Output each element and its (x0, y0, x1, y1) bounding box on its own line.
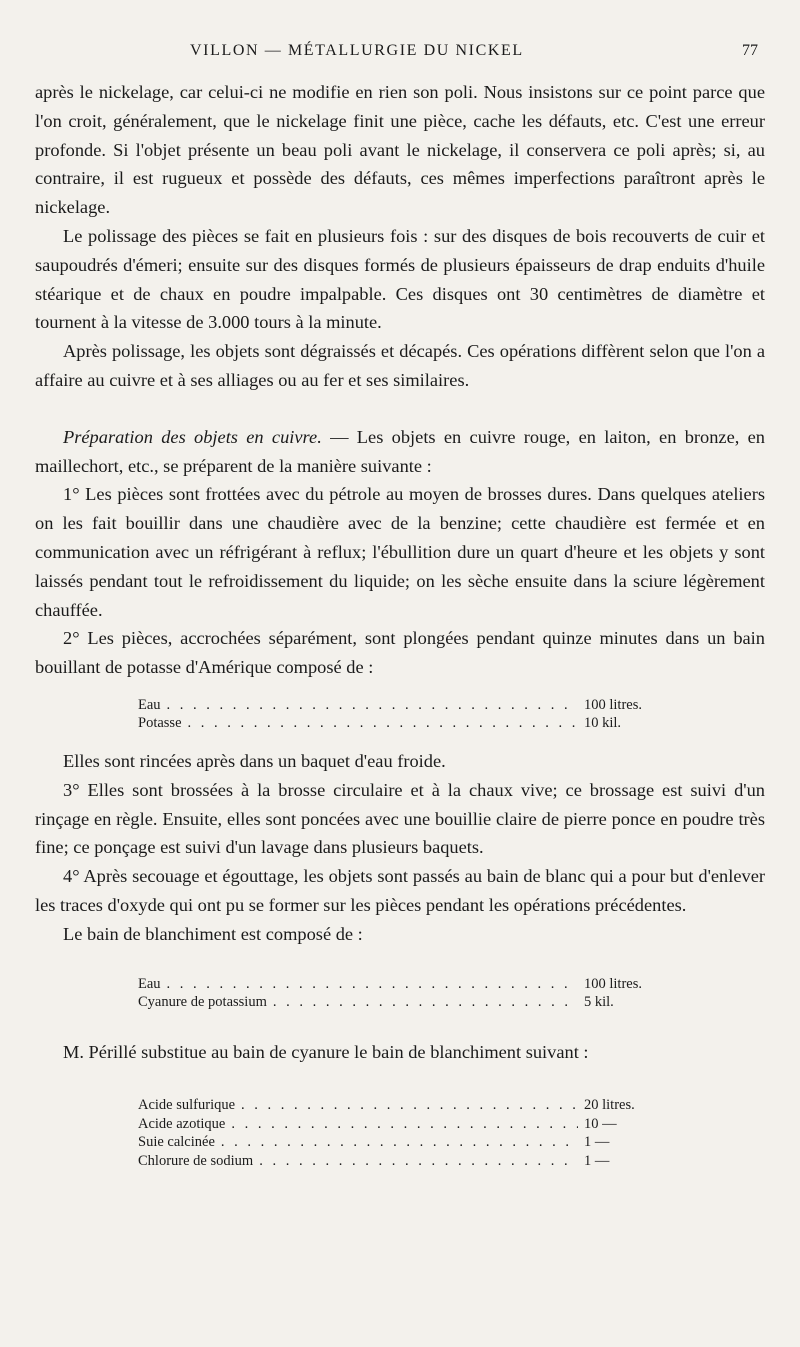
recipe-row (138, 1152, 668, 1171)
ingredient-quantity: 1 — (584, 1134, 610, 1151)
paragraph-copper-preparation (35, 423, 765, 481)
ingredient-name: Acide azotique (138, 1115, 226, 1132)
paragraph-bath-intro: Le bain de blanchiment est composé de : (63, 923, 363, 944)
ingredient-name: Eau (138, 696, 161, 713)
ingredient-quantity: 1 — (584, 1152, 610, 1169)
ingredient-quantity: 100 litres. (584, 975, 642, 992)
dot-leader (221, 1133, 578, 1152)
dot-leader (259, 1152, 578, 1171)
ingredient-name: Potasse (138, 715, 182, 732)
page-body (35, 78, 765, 1184)
paragraph-polish-continuation: après le nickelage, car celui-ci ne modifie en rien son poli. Nous insistons sur ce point parce que l'on croit, généralement, que le nickelage finit une pièce, cache les défauts, etc. C'est une erreur profonde. Si l'objet présente un beau poli avant le nickelage, il conservera ce poli après; si, au contraire, il est rugueux et possède des défauts, ces mêmes imperfections paraîtront après le nickelage. (35, 82, 765, 218)
ingredient-quantity: 5 kil. (584, 994, 614, 1011)
running-title: VILLON — MÉTALLURGIE DU NICKEL (190, 42, 524, 59)
recipe-potash-bath (138, 696, 668, 733)
ingredient-name: Eau (138, 975, 161, 992)
recipe-row (138, 1096, 668, 1115)
recipe-row (138, 993, 668, 1012)
page-header (0, 38, 800, 68)
recipe-row (138, 696, 668, 715)
recipe-row (138, 1133, 668, 1152)
dot-leader (167, 975, 578, 994)
dot-leader (231, 1115, 578, 1134)
paragraph-step-4: 4° Après secouage et égouttage, les objets sont passés au bain de blanc qui a pour but d'enlever les traces d'oxyde qui ont pu se former sur les pièces pendant les opérations précédentes. (35, 866, 765, 915)
dot-leader (241, 1096, 578, 1115)
recipe-row (138, 714, 668, 733)
recipe-perille-bath (138, 1096, 668, 1170)
dot-leader (273, 993, 578, 1012)
ingredient-name: Chlorure de sodium (138, 1152, 254, 1169)
section-intro: — Les objets en cuivre rouge, en laiton, en bronze, en maillechort, etc., se préparent de la manière suivante : (35, 426, 765, 476)
paragraph-rinse: Elles sont rincées après dans un baquet d'eau froide. (63, 750, 446, 771)
paragraph-perille: M. Périllé substitue au bain de cyanure le bain de blanchiment suivant : (63, 1041, 589, 1062)
ingredient-quantity: 10 kil. (584, 715, 622, 732)
dot-leader (167, 696, 578, 715)
ingredient-name: Suie calcinée (138, 1134, 215, 1151)
ingredient-quantity: 100 litres. (584, 696, 642, 713)
recipe-whitening-bath (138, 975, 668, 1012)
paragraph-step-1: 1° Les pièces sont frottées avec du pétrole au moyen de brosses dures. Dans quelques ateliers on les fait bouillir dans une chaudière avec de la benzine; cette chaudière est fermée et en communication avec un réfrigérant à reflux; l'ébullition dure un quart d'heure et les objets y sont laissés pendant tout le refroidissement du liquide; on les sèche ensuite dans la sciure légèrement chauffée. (35, 484, 765, 620)
paragraph-step-2: 2° Les pièces, accrochées séparément, sont plongées pendant quinze minutes dans un bain bouillant de potasse d'Amérique composé de : (35, 628, 765, 678)
ingredient-quantity: 10 — (584, 1115, 617, 1132)
page-number: 77 (742, 42, 758, 59)
paragraph-polishing-process: Le polissage des pièces se fait en plusieurs fois : sur des disques de bois recouverts de cuir et saupoudrés d'émeri; ensuite sur des disques formés de plusieurs épaisseurs de drap enduits d'huile stéarique et de chaux en poudre impalpable. Ces disques ont 30 centimètres de diamètre et tournent à la vitesse de 3.000 tours à la minute. (35, 225, 765, 333)
section-heading: Préparation des objets en cuivre. (63, 426, 322, 447)
recipe-row (138, 1115, 668, 1134)
paragraph-step-3: 3° Elles sont brossées à la brosse circulaire et à la chaux vive; ce brossage est suivi d'un rinçage en règle. Ensuite, elles sont poncées avec une bouillie claire de pierre ponce en poudre très fine; ce ponçage est suivi d'un lavage dans plusieurs baquets. (35, 779, 765, 858)
recipe-row (138, 975, 668, 994)
dot-leader (188, 714, 579, 733)
ingredient-name: Acide sulfurique (138, 1097, 236, 1114)
ingredient-name: Cyanure de potassium (138, 994, 267, 1011)
paragraph-degreasing: Après polissage, les objets sont dégraissés et décapés. Ces opérations diffèrent selon que l'on a affaire au cuivre et à ses alliages ou au fer et ses similaires. (35, 341, 765, 390)
ingredient-quantity: 20 litres. (584, 1097, 635, 1114)
